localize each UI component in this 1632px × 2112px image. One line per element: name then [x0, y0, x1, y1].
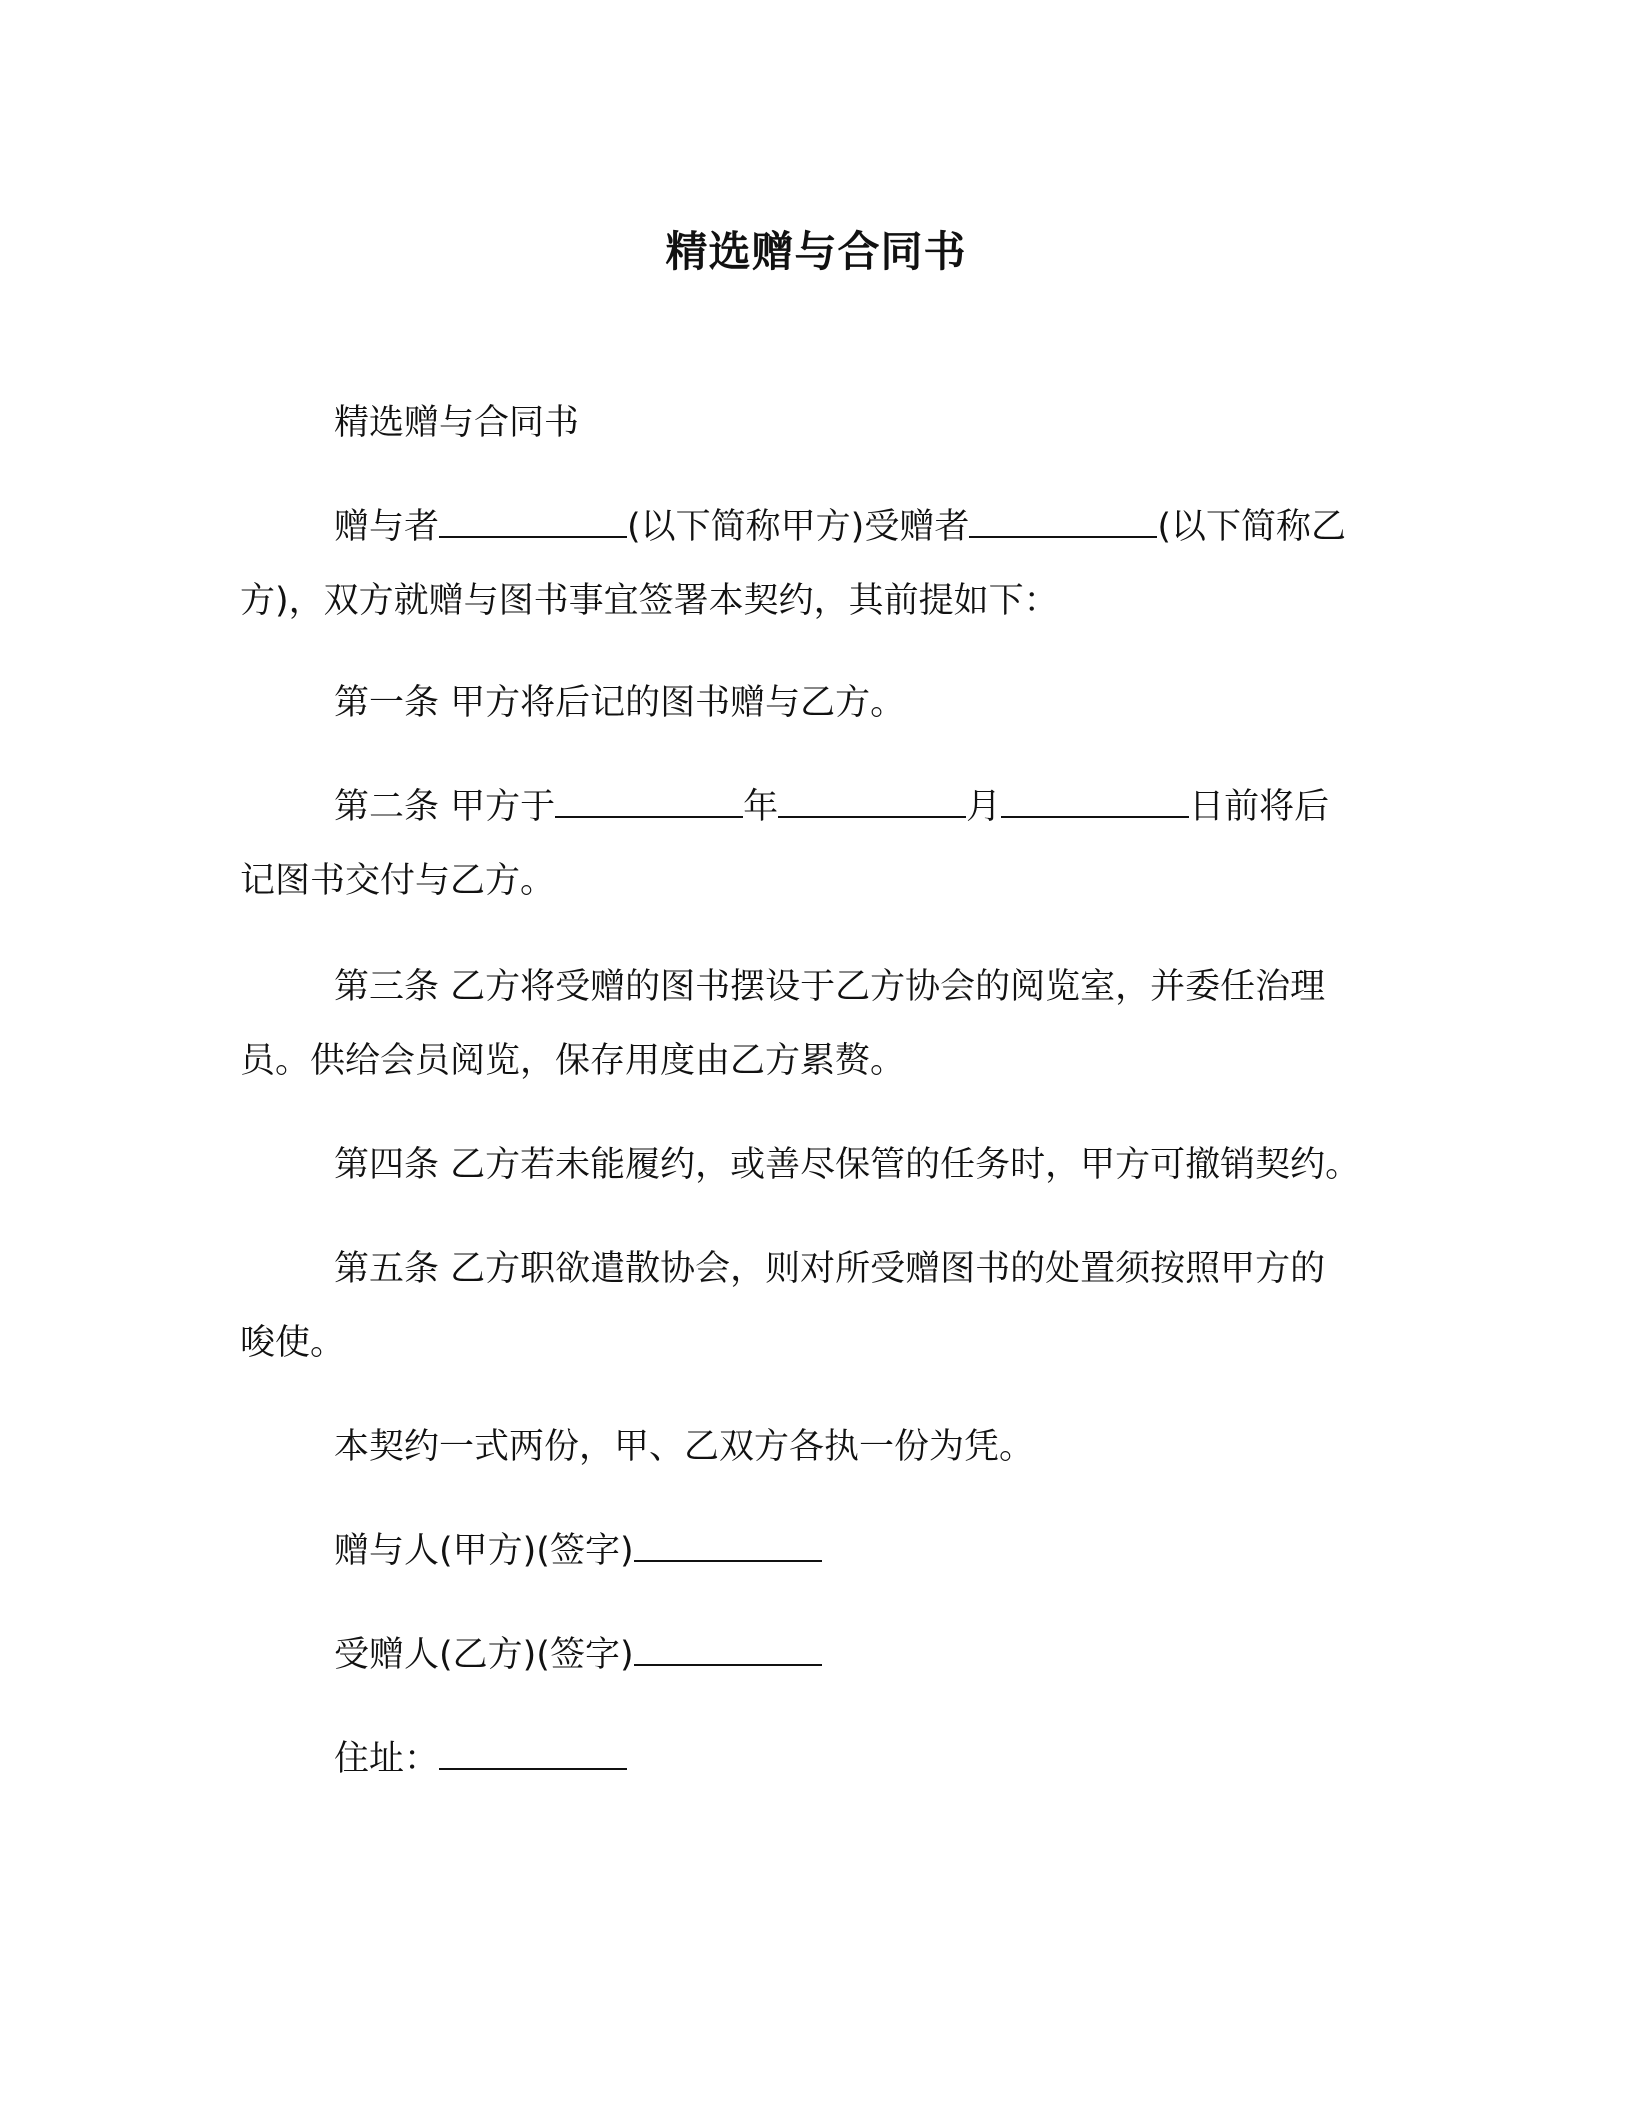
intro-paragraph: 赠与者 (以下简称甲方)受赠者 (以下简称乙 方)，双方就赠与图书事宜签署本契约，其前提如下： [240, 507, 1346, 621]
article-1: 第一条 甲方将后记的图书赠与乙方。 [334, 683, 906, 723]
year-blank [555, 786, 743, 818]
donee-name-blank [969, 506, 1157, 538]
donee-signature-line: 受赠人(乙方)(签字) [240, 1618, 1412, 1692]
document-subtitle: 精选赠与合同书 [334, 403, 580, 443]
article-3: 第三条 乙方将受赠的图书摆设于乙方协会的阅览室，并委任治理 员。供给会员阅览，保存用度由乙方累赘。 [240, 967, 1326, 1081]
day-blank [1001, 786, 1189, 818]
document-title: 精选赠与合同书 [665, 227, 967, 276]
address-blank [439, 1738, 627, 1770]
closing-statement: 本契约一式两份，甲、乙双方各执一份为凭。 [334, 1427, 1035, 1467]
article-5: 第五条 乙方职欲遣散协会，则对所受赠图书的处置须按照甲方的 唆使。 [240, 1249, 1326, 1363]
article-4: 第四条 乙方若未能履约，或善尽保管的任务时，甲方可撤销契约。 [334, 1145, 1361, 1185]
donor-signature-line: 赠与人(甲方)(签字) [240, 1514, 1412, 1588]
article-2: 第二条 甲方于 年 月 日前将后 记图书交付与乙方。 [240, 787, 1330, 901]
address-line: 住址： [240, 1722, 1412, 1796]
donor-signature-blank [634, 1530, 822, 1562]
donee-signature-blank [634, 1634, 822, 1666]
donor-name-blank [439, 506, 627, 538]
month-blank [778, 786, 966, 818]
